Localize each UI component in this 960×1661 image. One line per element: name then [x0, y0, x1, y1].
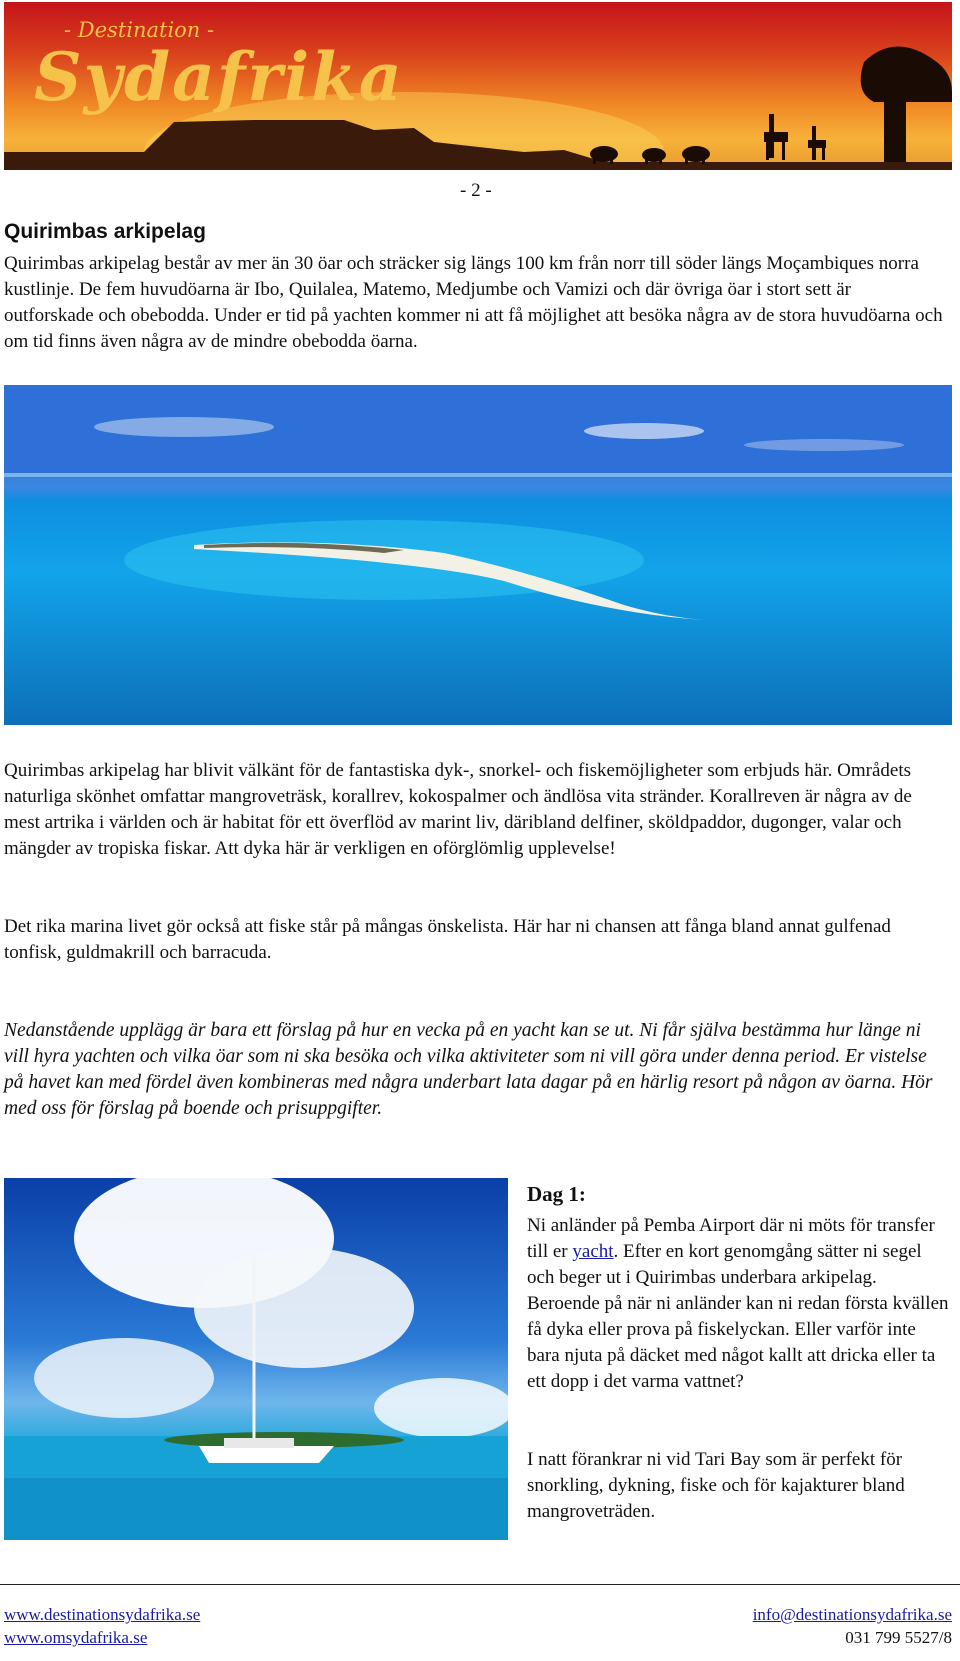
footer-phone: 031 799 5527/8 — [845, 1628, 952, 1647]
day-1-text-2: I natt förankrar ni vid Tari Bay som är perfekt för snorkling, dykning, fiske och för kajakturer bland mangroveträden. — [527, 1449, 905, 1522]
catamaran-photo — [4, 1178, 508, 1540]
page-number: - 2 - — [460, 180, 492, 201]
day-1-text-after-link: . Efter en kort genomgång sätter ni segel och beger ut i Quirimbas underbara arkipelag. Beroende på när ni anländer kan ni redan första kvällen få dyka eller prova på fiskelyckan. Eller varför inte bara njuta på däcket med något kallt att dricka eller ta ett dopp i det varma vattnet? — [527, 1241, 949, 1392]
footer-email-link[interactable]: info@destinationsydafrika.se — [752, 1605, 952, 1624]
aerial-island-photo — [4, 385, 952, 725]
day-1-title: Dag 1: — [527, 1182, 586, 1206]
yacht-link[interactable]: yacht — [572, 1241, 614, 1262]
intro-paragraph: Quirimbas arkipelag består av mer än 30 öar och sträcker sig längs 100 km från norr till söder längs Moçambiques norra kustlinje. De fem huvudöarna är Ibo, Quilalea, Matemo, Medjumbe och Vamizi och där övriga öar i stort sett är outforskade och obebodda. Under er tid på yachten kommer ni att få möjlighet att besöka några av de stora huvudöarna och om tid finns även några av de mindre obebodda öarna. — [4, 253, 943, 352]
brand-logo-main: Sydafrika — [34, 38, 404, 116]
footer-divider — [0, 1584, 960, 1585]
header-banner — [4, 2, 952, 170]
day-1-text — [527, 1213, 952, 1395]
diving-paragraph: Quirimbas arkipelag har blivit välkänt för de fantastiska dyk-, snorkel- och fiskemöjligheter som erbjuds här. Områdets naturliga skönhet omfattar mangroveträsk, korallrev, kokospalmer och ändlösa vita stränder. Korallreven är några av de mest artrika i världen och är habitat för ett överflöd av marint liv, däribland delfiner, sköldpaddor, dugonger, valar och mängder av tropiska fiskar. Att dyka här är verkligen en oförglömlig upplevelse! — [4, 760, 912, 859]
section-heading: Quirimbas arkipelag — [4, 220, 206, 243]
footer-link-omsydafrika[interactable]: www.omsydafrika.se — [4, 1628, 148, 1647]
brand-logo-top: - Destination - — [64, 18, 215, 42]
day-1-text-before-link: Ni anländer på Pemba Airport där ni möts för transfer till er — [527, 1215, 935, 1262]
fishing-paragraph: Det rika marina livet gör också att fiske står på mångas önskelista. Här har ni chansen att fånga bland annat gulfenad tonfisk, guldmakrill och barracuda. — [4, 916, 891, 963]
itinerary-note: Nedanstående upplägg är bara ett förslag på hur en vecka på en yacht kan se ut. Ni får själva bestämma hur länge ni vill hyra yachten och vilka öar som ni ska besöka och vilka aktiviteter som ni vill göra under denna period. Er vistelse på havet kan med fördel även kombineras med några underbart lata dagar på en härlig resort på någon av öarna. Hör med oss för förslag på boende och prisuppgifter. — [4, 1020, 933, 1119]
footer-link-destinationsydafrika[interactable]: www.destinationsydafrika.se — [4, 1605, 201, 1624]
